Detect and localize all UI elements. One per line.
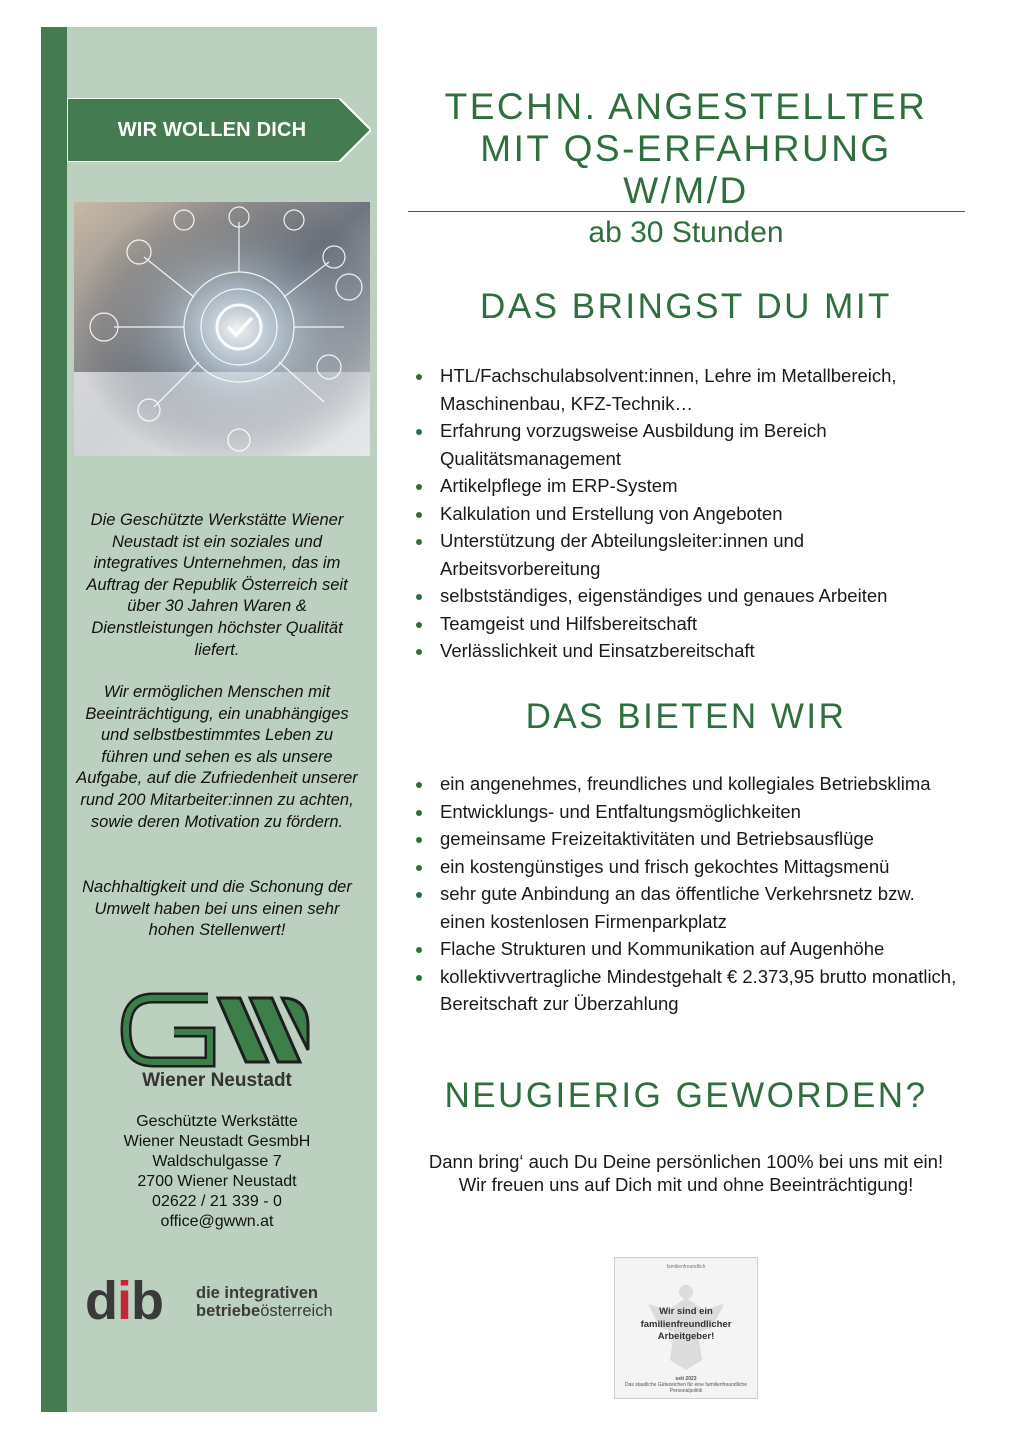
list-item: gemeinsame Freizeitaktivitäten und Betriebsausflüge <box>408 825 964 853</box>
dib-line-2 <box>196 1302 333 1320</box>
list-item: selbstständiges, eigenständiges und genaues Arbeiten <box>408 582 964 610</box>
about-paragraph-3: Nachhaltigkeit und die Schonung der Umwelt haben bei uns einen sehr hohen Stellenwert! <box>82 878 352 940</box>
list-item: Verlässlichkeit und Einsatzbereitschaft <box>408 637 964 665</box>
hero-image <box>74 202 370 456</box>
requirements-heading: DAS BRINGST DU MIT <box>480 287 892 326</box>
closing-line-2: Wir freuen uns auf Dich mit und ohne Beeinträchtigung! <box>458 1173 914 1195</box>
banner-text: WIR WOLLEN DICH <box>117 119 307 141</box>
gw-logo <box>118 990 314 1070</box>
banner <box>67 98 371 162</box>
address-line: 2700 Wiener Neustadt <box>137 1173 297 1190</box>
list-item: HTL/Fachschulabsolvent:innen, Lehre im Metallbereich, Maschinenbau, KFZ-Technik… <box>408 362 964 417</box>
list-item: ein angenehmes, freundliches und kollegiales Betriebsklima <box>408 770 964 798</box>
list-item: Unterstützung der Abteilungsleiter:innen und Arbeitsvorbereitung <box>408 527 964 582</box>
badge-top: familienfreundlich <box>666 1264 706 1270</box>
list-item: ein kostengünstiges und frisch gekochtes Mittagsmenü <box>408 853 964 881</box>
list-item: Flache Strukturen und Kommunikation auf Augenhöhe <box>408 935 964 963</box>
dib-logo-text <box>196 1284 333 1320</box>
about-paragraph-1: Die Geschützte Werkstätte Wiener Neustadt ist ein soziales und integratives Unternehmen, das im Auftrag der Republik Österreich seit über 30 Jahren Waren & Dienstleistungen höchster Qualität liefert. <box>86 511 348 659</box>
dib-line-1: die integrativen <box>196 1284 318 1302</box>
badge-footer <box>621 1376 751 1394</box>
offer-heading: DAS BIETEN WIR <box>525 697 847 736</box>
list-item: sehr gute Anbindung an das öffentliche Verkehrsnetz bzw. einen kostenlosen Firmenparkplatz <box>408 880 964 935</box>
dib-line-2a: betriebe <box>196 1302 261 1320</box>
offer-list <box>408 770 964 1018</box>
dib-logo <box>85 1272 355 1330</box>
list-item: Entwicklungs- und Entfaltungsmöglichkeiten <box>408 798 964 826</box>
closing-line-1: Dann bring‘ auch Du Deine persönlichen 100% bei uns mit ein! <box>428 1151 944 1172</box>
badge-footer-year: seit 2023 <box>675 1376 697 1382</box>
closing-heading: NEUGIERIG GEWORDEN? <box>444 1076 928 1115</box>
job-title-line: W/M/D <box>623 170 749 211</box>
requirements-list <box>408 362 964 665</box>
about-paragraph-2: Wir ermöglichen Menschen mit Beeinträchtigung, ein unabhängiges und selbstbestimmtes Leben zu führen und sehen es als unsere Aufgabe, auf die Zufriedenheit unserer rund 200 Mitarbeiter:innen zu achten, sowie deren Motivation zu fördern. <box>76 683 358 831</box>
gw-logo-name: Wiener Neustadt <box>142 1070 292 1091</box>
address-line: Wiener Neustadt GesmbH <box>123 1133 311 1150</box>
list-item: Erfahrung vorzugsweise Ausbildung im Bereich Qualitätsmanagement <box>408 417 964 472</box>
badge-footer-text: Das staatliche Gütezeichen für eine familienfreundliche Personalpolitik <box>624 1382 747 1394</box>
list-item: Artikelpflege im ERP-System <box>408 472 964 500</box>
job-title-line: MIT QS-ERFAHRUNG <box>480 128 892 169</box>
list-item: Kalkulation und Erstellung von Angeboten <box>408 500 964 528</box>
address-line: Waldschulgasse 7 <box>152 1153 282 1170</box>
address-line: Geschützte Werkstätte <box>136 1113 298 1130</box>
address-email: office@gwwn.at <box>160 1213 274 1230</box>
company-address <box>67 1112 367 1232</box>
family-friendly-badge <box>614 1257 758 1399</box>
list-item: kollektivvertragliche Mindestgehalt € 2.373,95 brutto monatlich, Bereitschaft zur Überzahlung <box>408 963 964 1018</box>
job-title <box>408 86 964 212</box>
list-item: Teamgeist und Hilfsbereitschaft <box>408 610 964 638</box>
job-title-line: TECHN. ANGESTELLTER <box>444 86 928 127</box>
badge-text: Wir sind ein familienfreundlicher Arbeitgeber! <box>640 1306 732 1342</box>
sidebar-stripe <box>41 27 67 1412</box>
title-divider <box>408 211 965 212</box>
dib-logo-mark: dib <box>85 1271 164 1331</box>
address-phone: 02622 / 21 339 - 0 <box>152 1193 282 1210</box>
closing-text <box>408 1151 964 1196</box>
job-hours: ab 30 Stunden <box>588 216 784 249</box>
dib-line-2b: österreich <box>260 1302 333 1320</box>
